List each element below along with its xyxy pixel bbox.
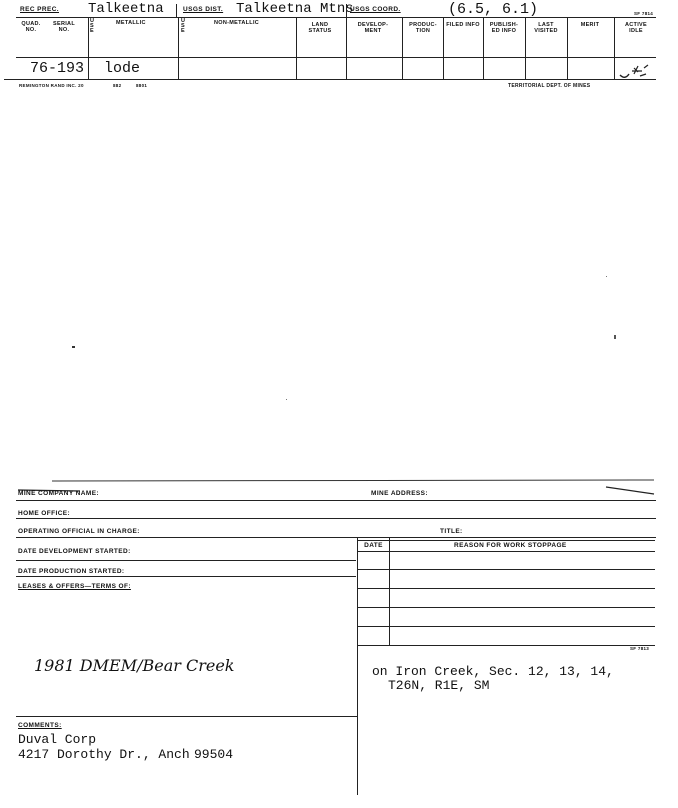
metallic-value: lode	[104, 60, 141, 77]
rule	[16, 716, 357, 717]
table-row	[357, 569, 655, 570]
divider	[88, 18, 89, 79]
printer-code: 8801	[136, 83, 148, 88]
divider	[346, 18, 347, 79]
handwritten-note: 1981 DMEM/Bear Creek	[34, 656, 235, 675]
table-row	[357, 588, 655, 589]
table-row	[357, 607, 655, 608]
date-production-started-label: DATE PRODUCTION STARTED:	[18, 568, 125, 575]
divider	[443, 18, 444, 79]
date-column-divider	[389, 537, 390, 645]
divider	[178, 18, 179, 79]
leases-offers-label: LEASES & OFFERS—TERMS OF:	[18, 583, 131, 590]
divider	[525, 18, 526, 79]
table-row	[357, 645, 655, 646]
development-heading: DEVELOP-MENT	[357, 22, 389, 34]
comments-line-1: Duval Corp	[18, 732, 97, 747]
last-visited-heading: LAST VISITED	[534, 22, 558, 34]
land-status-heading: LAND STATUS	[308, 22, 332, 34]
rule	[16, 518, 656, 519]
location-line-1: on Iron Creek, Sec. 12, 13, 14,	[372, 664, 614, 679]
production-heading: PRODUC-TION	[409, 22, 437, 34]
rec-prec-value: Talkeetna	[88, 1, 164, 17]
metallic-heading: METALLIC	[116, 20, 146, 26]
usgs-coord-value: (6.5, 6.1)	[448, 1, 539, 18]
speck	[72, 346, 75, 348]
rule	[16, 17, 656, 18]
published-info-heading: PUBLISH-ED INFO	[489, 22, 519, 34]
divider	[614, 18, 615, 79]
divider	[483, 18, 484, 79]
speck	[286, 399, 287, 400]
filed-info-heading: FILED INFO	[446, 22, 480, 28]
printer-code: 882	[113, 83, 122, 88]
card-top-edge	[0, 474, 678, 500]
form-code-bottom: SF 7813	[630, 646, 650, 651]
comments-zip: 99504	[194, 747, 234, 762]
divider	[567, 18, 568, 79]
rule	[16, 576, 356, 577]
divider	[402, 18, 403, 79]
divider	[346, 4, 347, 17]
mine-address-label: MINE ADDRESS:	[371, 490, 428, 497]
speck	[614, 335, 616, 339]
use-nonmetallic-heading: U S E	[181, 18, 186, 34]
use-metallic-heading: U S E	[90, 18, 95, 34]
operating-official-label: OPERATING OFFICIAL IN CHARGE:	[18, 528, 140, 535]
merit-heading: MERIT	[580, 22, 600, 28]
quad-no-heading: QUAD. NO.	[21, 21, 41, 33]
rule	[16, 560, 356, 561]
usgs-coord-label: USGS COORD.	[350, 6, 401, 13]
non-metallic-heading: NON-METALLIC	[214, 20, 260, 26]
comments-line-2: 4217 Dorothy Dr., Anch	[18, 747, 190, 762]
serial-no-heading: SERIAL NO.	[53, 21, 75, 33]
serial-value: 76-193	[30, 60, 85, 77]
usgs-dist-value: Talkeetna Mtns	[236, 1, 354, 17]
title-label: TITLE:	[440, 528, 463, 535]
rule	[357, 551, 655, 552]
printer-label: REMINGTON RAND INC. 20	[19, 83, 84, 88]
rec-prec-label: REC PREC.	[20, 6, 59, 13]
form-code-top: SF 7814	[634, 11, 654, 16]
rule	[16, 57, 656, 58]
usgs-dist-label: USGS DIST.	[183, 6, 224, 13]
speck	[606, 276, 607, 277]
center-divider	[357, 537, 358, 795]
reason-column-heading: REASON FOR WORK STOPPAGE	[454, 542, 567, 549]
rule	[16, 500, 656, 501]
home-office-label: HOME OFFICE:	[18, 510, 71, 517]
date-column-heading: DATE	[364, 542, 383, 549]
active-idle-heading: ACTIVE IDLE	[625, 22, 647, 34]
rule	[16, 537, 656, 538]
comments-label: COMMENTS:	[18, 722, 62, 729]
dept-label: TERRITORIAL DEPT. OF MINES	[508, 83, 591, 89]
divider	[296, 18, 297, 79]
rule	[4, 79, 656, 80]
rule	[357, 540, 655, 541]
date-development-started-label: DATE DEVELOPMENT STARTED:	[18, 548, 131, 555]
mine-company-name-label: MINE COMPANY NAME:	[18, 490, 99, 497]
location-line-2: T26N, R1E, SM	[388, 678, 490, 693]
table-row	[357, 626, 655, 627]
divider	[176, 4, 177, 17]
